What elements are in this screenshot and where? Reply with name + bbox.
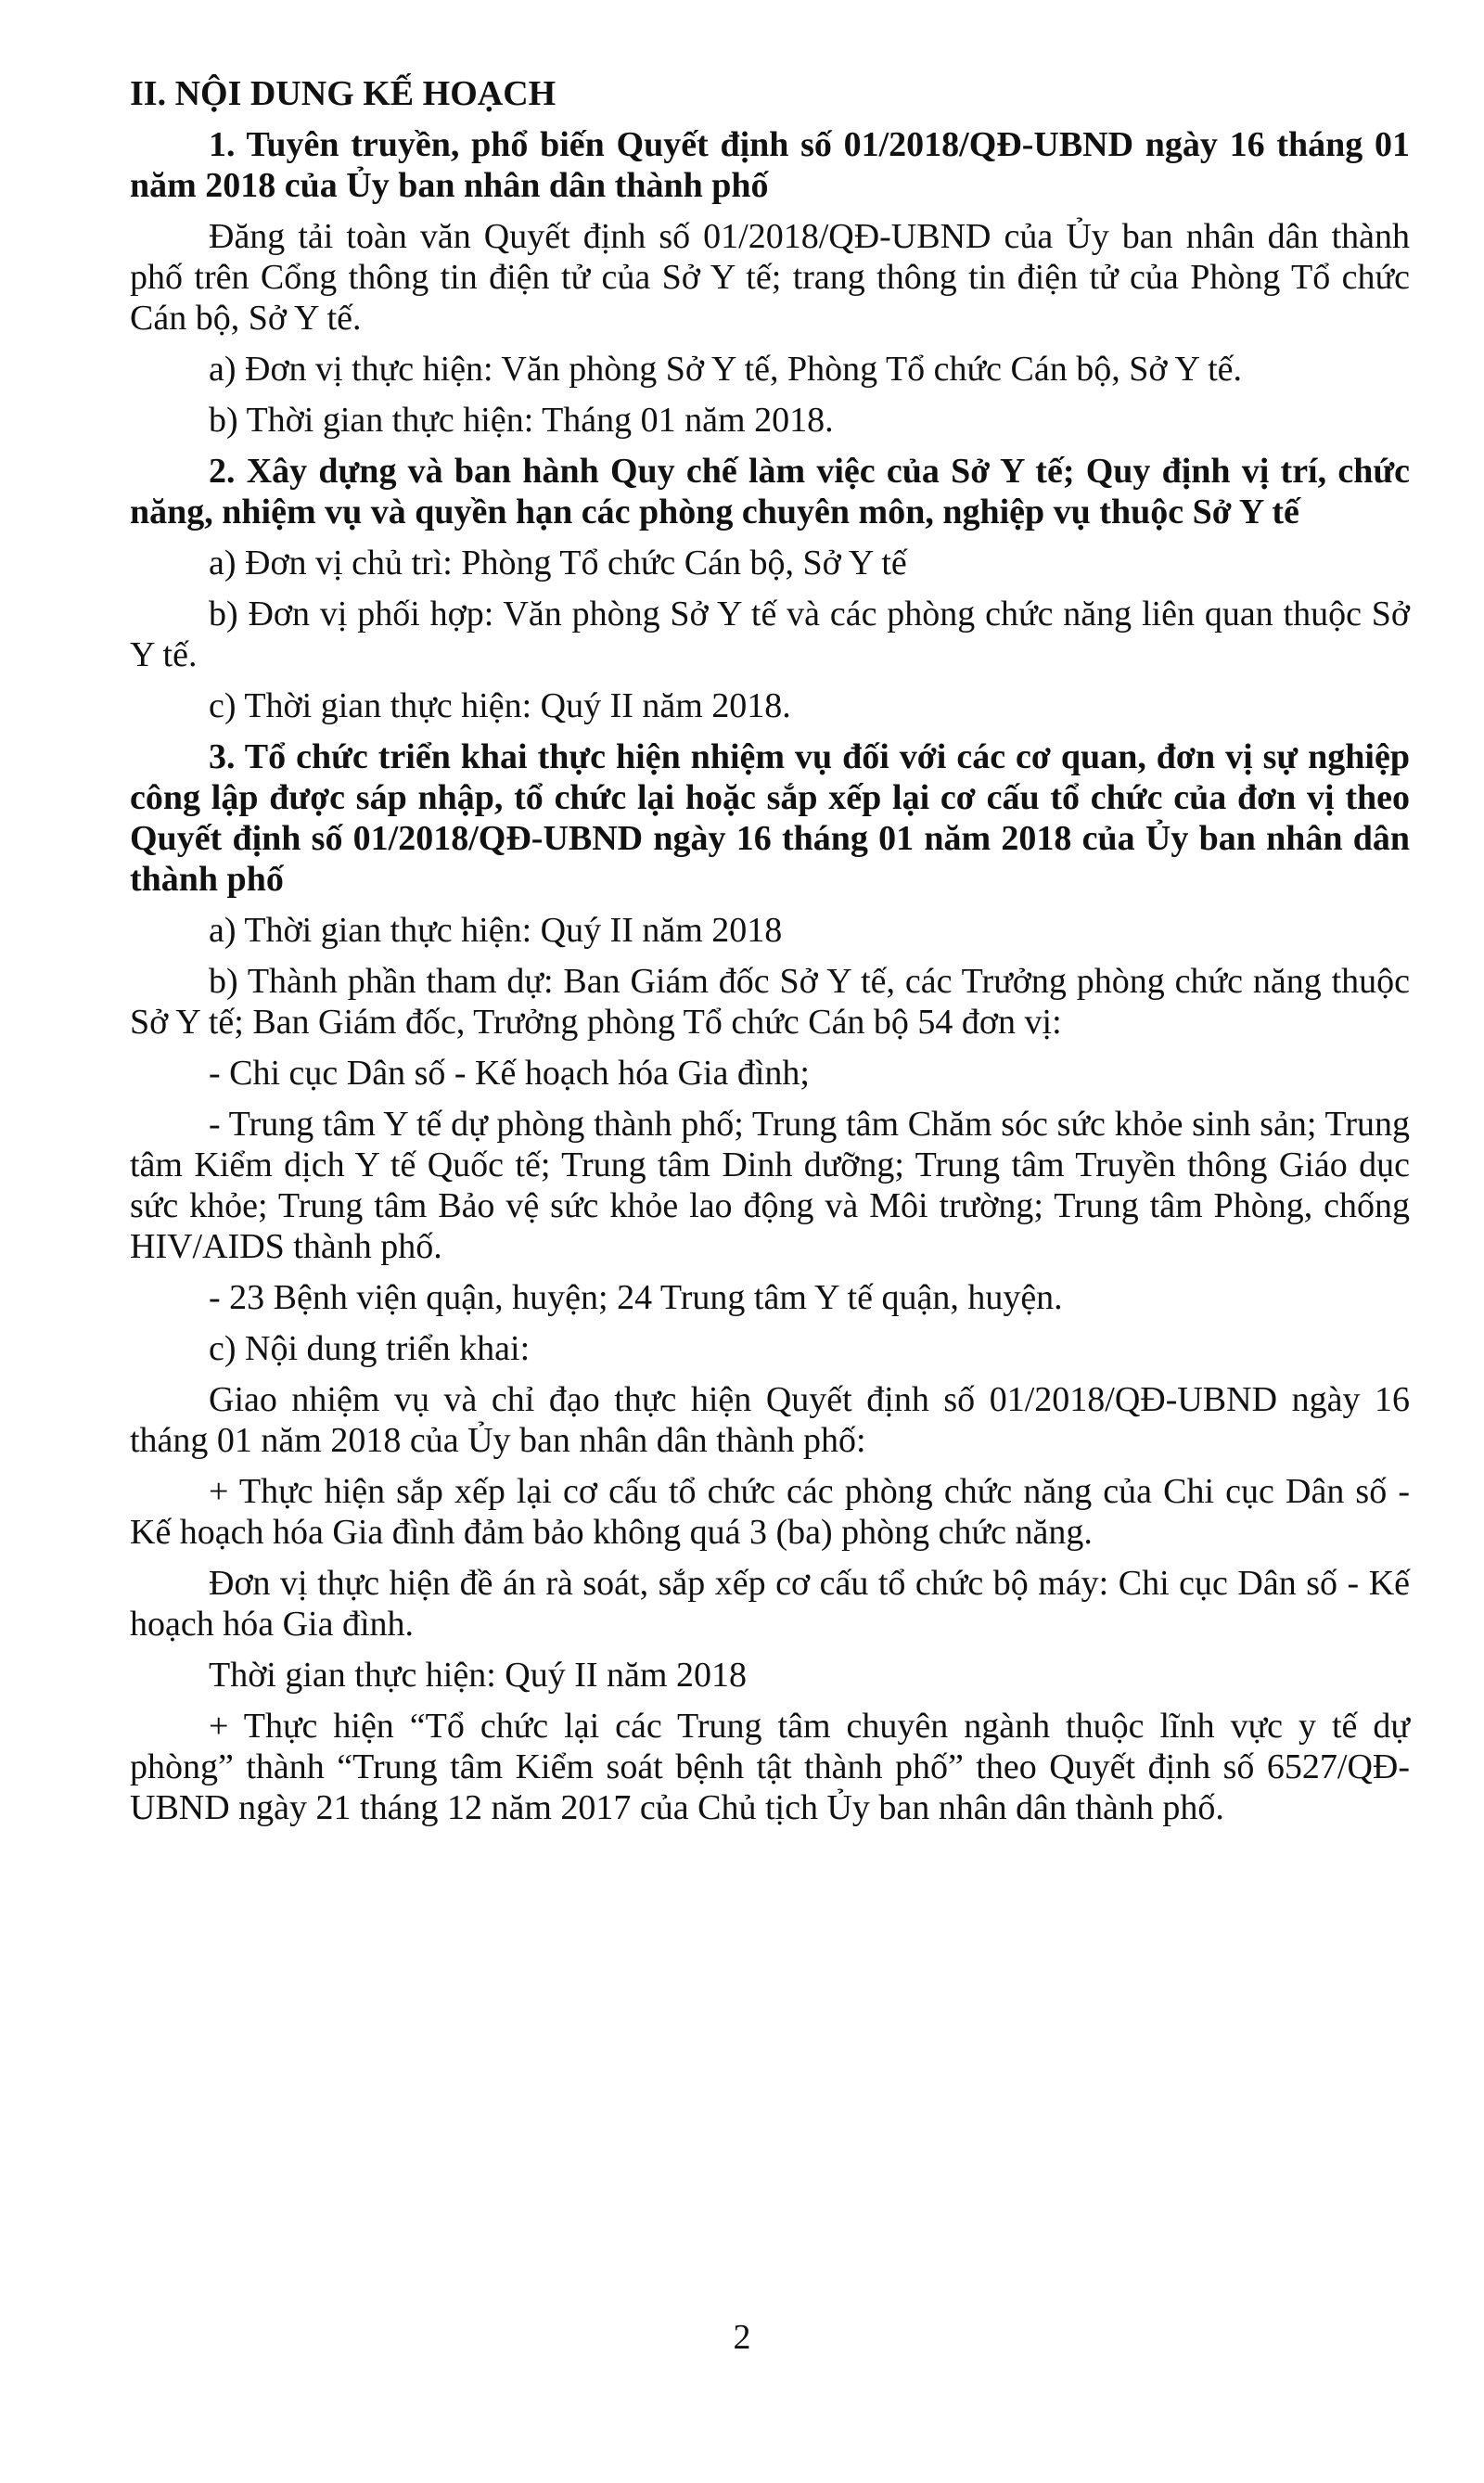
heading-2: 2. Xây dựng và ban hành Quy chế làm việc của Sở Y tế; Quy định vị trí, chức năng, nhiệm vụ và quyền hạn các phòng chuyên môn, nghiệp vụ thuộc Sở Y tế: [130, 452, 1410, 531]
list-item: - Chi cục Dân số - Kế hoạch hóa Gia đình;: [209, 1054, 810, 1093]
paragraph: c) Thời gian thực hiện: Quý II năm 2018.: [209, 686, 791, 725]
paragraph: Giao nhiệm vụ và chỉ đạo thực hiện Quyết định số 01/2018/QĐ-UBND ngày 16 tháng 01 năm 2018 của Ủy ban nhân dân thành phố:: [130, 1380, 1410, 1460]
paragraph: a) Đơn vị thực hiện: Văn phòng Sở Y tế, Phòng Tổ chức Cán bộ, Sở Y tế.: [209, 350, 1242, 389]
list-item: - 23 Bệnh viện quận, huyện; 24 Trung tâm Y tế quận, huyện.: [209, 1278, 1063, 1317]
paragraph: c) Nội dung triển khai:: [209, 1329, 531, 1368]
paragraph: b) Thành phần tham dự: Ban Giám đốc Sở Y tế, các Trưởng phòng chức năng thuộc Sở Y tế; Ban Giám đốc, Trưởng phòng Tổ chức Cán bộ 54 đơn vị:: [130, 962, 1410, 1042]
paragraph: b) Đơn vị phối hợp: Văn phòng Sở Y tế và các phòng chức năng liên quan thuộc Sở Y tế.: [130, 595, 1410, 674]
paragraph: b) Thời gian thực hiện: Tháng 01 năm 2018.: [209, 401, 834, 440]
section-title: II. NỘI DUNG KẾ HOẠCH: [130, 74, 556, 113]
list-item: - Trung tâm Y tế dự phòng thành phố; Trung tâm Chăm sóc sức khỏe sinh sản; Trung tâm Kiểm dịch Y tế Quốc tế; Trung tâm Dinh dưỡng; Trung tâm Truyền thông Giáo dục sức khỏe; Trung tâm Bảo vệ sức khỏe lao động và Môi trường; Trung tâm Phòng, chống HIV/AIDS thành phố.: [130, 1105, 1410, 1266]
heading-1: 1. Tuyên truyền, phổ biến Quyết định số 01/2018/QĐ-UBND ngày 16 tháng 01 năm 2018 của Ủy ban nhân dân thành phố: [130, 125, 1410, 205]
heading-3: 3. Tổ chức triển khai thực hiện nhiệm vụ đối với các cơ quan, đơn vị sự nghiệp công lập được sáp nhập, tổ chức lại hoặc sắp xếp lại cơ cấu tổ chức của đơn vị theo Quyết định số 01/2018/QĐ-UBND ngày 16 tháng 01 năm 2018 của Ủy ban nhân dân thành phố: [130, 737, 1410, 899]
paragraph: a) Thời gian thực hiện: Quý II năm 2018: [209, 911, 783, 950]
paragraph: Thời gian thực hiện: Quý II năm 2018: [209, 1656, 747, 1695]
list-item: + Thực hiện “Tổ chức lại các Trung tâm chuyên ngành thuộc lĩnh vực y tế dự phòng” thành “Trung tâm Kiểm soát bệnh tật thành phố” theo Quyết định số 6527/QĐ-UBND ngày 21 tháng 12 năm 2017 của Chủ tịch Ủy ban nhân dân thành phố.: [130, 1707, 1410, 1827]
paragraph: a) Đơn vị chủ trì: Phòng Tổ chức Cán bộ, Sở Y tế: [209, 544, 907, 582]
document-body: [130, 72, 1410, 1838]
paragraph: Đơn vị thực hiện đề án rà soát, sắp xếp cơ cấu tổ chức bộ máy: Chi cục Dân số - Kế hoạch hóa Gia đình.: [130, 1564, 1410, 1644]
page-number: 2: [733, 2318, 751, 2357]
list-item: + Thực hiện sắp xếp lại cơ cấu tổ chức các phòng chức năng của Chi cục Dân số - Kế hoạch hóa Gia đình đảm bảo không quá 3 (ba) phòng chức năng.: [130, 1472, 1410, 1552]
paragraph: Đăng tải toàn văn Quyết định số 01/2018/QĐ-UBND của Ủy ban nhân dân thành phố trên Cổng thông tin điện tử của Sở Y tế; trang thông tin điện tử của Phòng Tổ chức Cán bộ, Sở Y tế.: [130, 217, 1410, 338]
